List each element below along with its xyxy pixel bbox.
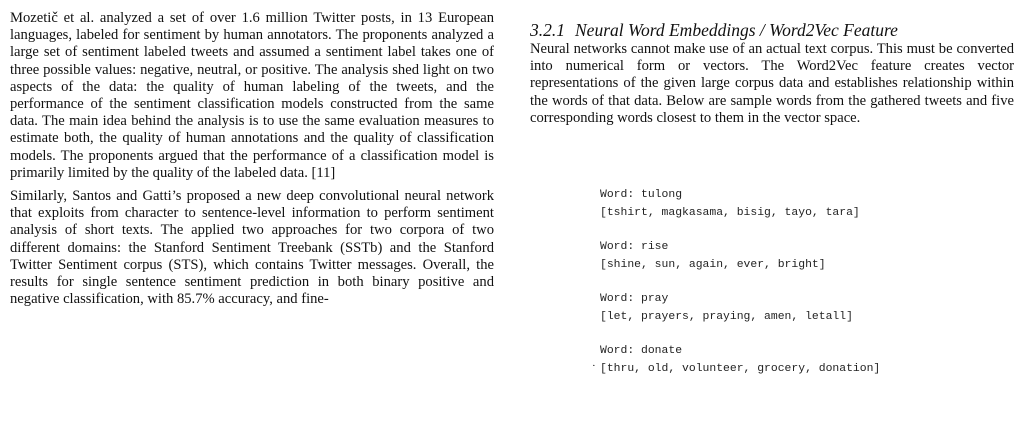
neighbors-line: [tshirt, magkasama, bisig, tayo, tara]	[600, 207, 860, 219]
bullet-dot: ·	[592, 360, 596, 372]
right-column	[530, 0, 1014, 127]
neighbors-line: [let, prayers, praying, amen, letall]	[600, 311, 853, 323]
word-sample	[600, 238, 880, 274]
word-sample	[600, 290, 880, 326]
word-line: Word: pray	[600, 293, 669, 305]
section-number: 3.2.1	[530, 20, 565, 40]
word-line: Word: rise	[600, 241, 669, 253]
section-title: Neural Word Embeddings / Word2Vec Feature	[575, 20, 898, 40]
paragraph-word2vec: Neural networks cannot make use of an actual text corpus. This must be converted into numerical form or vectors. The Word2Vec feature creates vector representations of the given large corpus data and establishes relationship within the words of that data. Below are sample words from the gathered tweets and five corresponding words closest to them in the vector space.	[530, 41, 1014, 126]
word-sample	[600, 186, 880, 222]
paragraph-mozetic: Mozetič et al. analyzed a set of over 1.6 million Twitter posts, in 13 European languages, labeled for sentiment by human annotators. The proponents analyzed a large set of sentiment labeled tweets and assumed a sentiment label takes one of three possible values: negative, neutral, or positive. The analysis shed light on two aspects of the data: the quality of human labeling of the tweets, and the performance of the sentiment classification models constructed from the same data. The main idea behind the analysis is to use the same evaluation measures to estimate both, the quality of human annotations and the quality of classification models. The proponents argued that the performance of a classification model is primarily limited by the quality of the labeled data. [11]	[10, 10, 494, 181]
word-sample	[592, 342, 881, 378]
section-heading	[530, 20, 1014, 40]
neighbors-line: [shine, sun, again, ever, bright]	[600, 259, 826, 271]
word-samples-block	[592, 186, 881, 394]
left-column	[10, 0, 494, 308]
word-line: Word: tulong	[600, 189, 683, 201]
word-line: Word: donate	[600, 345, 683, 357]
neighbors-row	[592, 360, 881, 378]
neighbors-line: [thru, old, volunteer, grocery, donation]	[600, 363, 881, 375]
paragraph-santos-gatti: Similarly, Santos and Gatti’s proposed a new deep convolutional neural network that exploits from character to sentence-level information to perform sentiment analysis of short texts. The applied two approaches for two corpora of two different domains: the Stanford Sentiment Treebank (SSTb) and the Stanford Twitter Sentiment corpus (STS), which contains Twitter messages. Overall, the results for single sentence sentiment prediction in both binary positive and negative classification, with 85.7% accuracy, and fine-	[10, 188, 494, 308]
